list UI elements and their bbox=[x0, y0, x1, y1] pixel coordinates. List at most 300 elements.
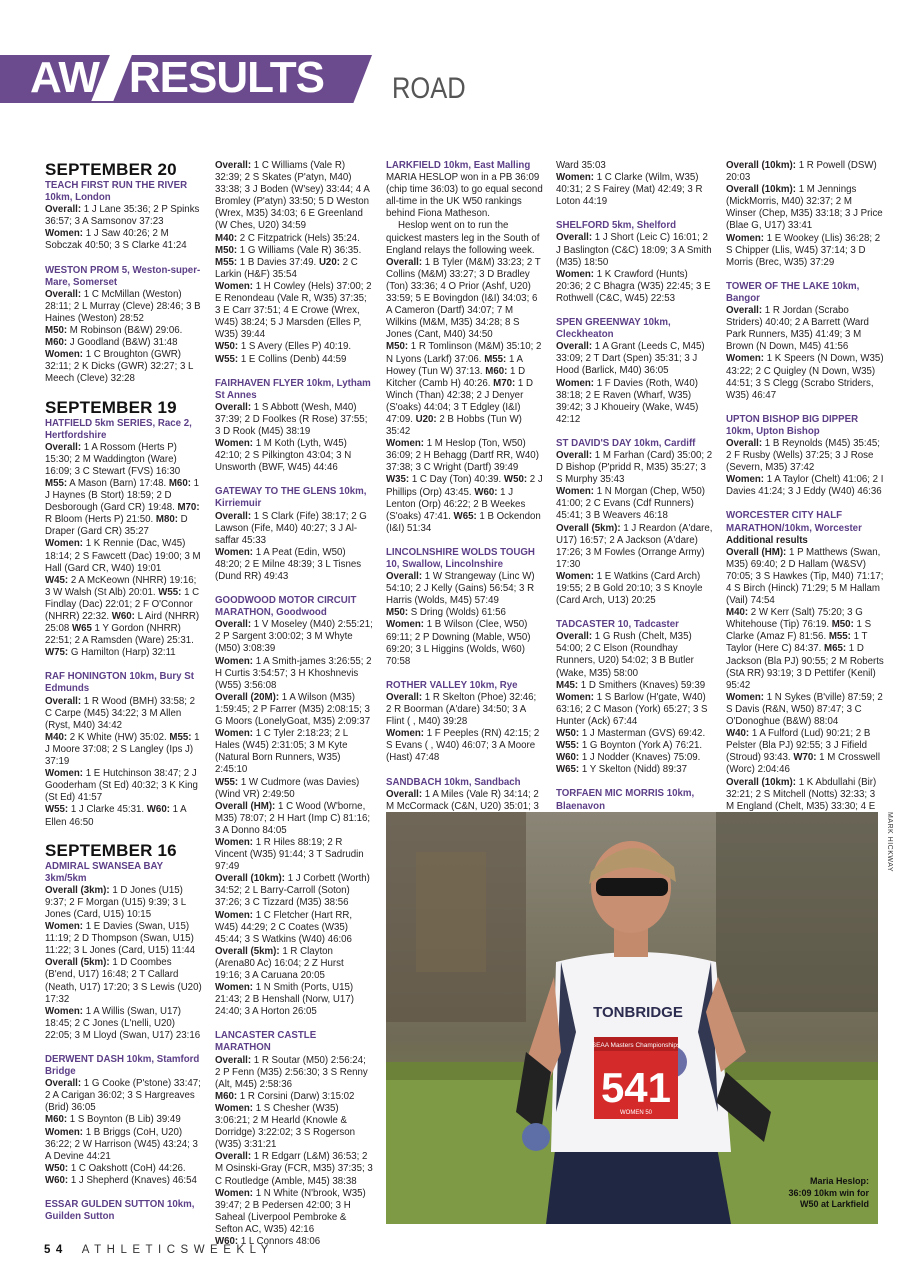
category-label: M40: bbox=[45, 731, 68, 743]
result-line bbox=[45, 732, 203, 768]
result-text: 1 A Wilson (M35) 1:59:45; 2 P Farrer (M35) 2:08:15; 3 G Moors (LonelyGoat, M35) 2:09:37 bbox=[215, 691, 371, 728]
result-line bbox=[215, 511, 373, 547]
result-line bbox=[215, 801, 373, 837]
category-label: W60: bbox=[111, 611, 135, 622]
result-line bbox=[215, 1188, 373, 1236]
event-title: RAF HONINGTON 10km, Bury St Edmunds bbox=[45, 671, 194, 695]
category-label: M45: bbox=[556, 679, 579, 691]
result-line bbox=[45, 575, 203, 660]
result-text: 1 J Masterman (GVS) 69:42. bbox=[579, 728, 706, 740]
event-title: ROTHER VALLEY 10km, Rye bbox=[386, 679, 518, 691]
category-label: Women: bbox=[215, 836, 254, 848]
result-text: 2 J Phillips (Orp) 43:45. bbox=[386, 474, 543, 498]
result-text: 1 J Lane 35:36; 2 P Spinks 36:57; 3 A Samsonov 37:23 bbox=[45, 204, 200, 228]
category-label: Overall: bbox=[215, 160, 252, 171]
results-column-1 bbox=[45, 160, 203, 1235]
result-line bbox=[45, 885, 203, 921]
block-spacer bbox=[45, 253, 203, 265]
result-line bbox=[45, 228, 203, 252]
category-label: Women: bbox=[556, 570, 595, 582]
result-line bbox=[556, 341, 714, 377]
result-line bbox=[726, 535, 884, 547]
result-line bbox=[386, 257, 544, 342]
category-label: W75: bbox=[45, 647, 69, 659]
result-text: G Hamilton (Harp) 32:11 bbox=[68, 647, 176, 659]
page-number: 54 bbox=[44, 1244, 68, 1256]
category-label: W50: bbox=[215, 341, 239, 353]
result-line bbox=[726, 692, 884, 728]
category-label: Women: bbox=[45, 228, 84, 240]
category-label: M60: bbox=[215, 1090, 238, 1102]
result-text: 1 R Tomlinson (M&M) 35:10; 2 N Lyons (Larkf) 37:06. bbox=[386, 341, 542, 365]
category-label: W50: bbox=[45, 1162, 69, 1174]
event-title: TADCASTER 10, Tadcaster bbox=[556, 619, 679, 631]
category-label: M40: bbox=[215, 232, 238, 244]
category-label: W65: bbox=[556, 764, 580, 776]
category-label: Overall: bbox=[45, 1078, 82, 1090]
category-label: W50: bbox=[503, 474, 528, 486]
block-spacer bbox=[726, 402, 884, 414]
category-label: W70: bbox=[793, 752, 817, 764]
result-text: 1 A Smith-james 3:26:55; 2 H Curtis 3:54:57; 3 H Khoshnevis (W55) 3:56:08 bbox=[215, 655, 372, 691]
result-text: 1 A Willis (Swan, U17) 18:45; 2 C Jones (L'nelli, U20) 22:05; 3 M Lloyd (Swan, U17) 23:16 bbox=[45, 1005, 201, 1041]
category-label: Women: bbox=[556, 268, 595, 280]
category-label: M55: bbox=[484, 353, 507, 365]
category-label: Overall (10km): bbox=[726, 160, 796, 171]
category-label: Women: bbox=[45, 1005, 84, 1017]
event-title: DERWENT DASH 10km, Stamford Bridge bbox=[45, 1054, 200, 1078]
result-text: 1 B Davies 37:49. bbox=[237, 256, 319, 268]
result-text: 1 C Findlay (Dac) 22:01; 2 F O'Connor (NHRR) 22:32. bbox=[45, 586, 200, 622]
category-label: Women: bbox=[726, 474, 765, 486]
result-text: 1 J Nodder (Knaves) 75:09. bbox=[579, 752, 701, 764]
category-label: Overall: bbox=[215, 401, 252, 413]
result-line bbox=[215, 619, 373, 655]
result-text: 1 C Clarke (Wilm, W35) 40:31; 2 S Fairey (Mat) 42:49; 3 R Loton 44:19 bbox=[556, 172, 703, 208]
result-text: 1 R Powell (DSW) 20:03 bbox=[726, 160, 877, 184]
result-text: 1 M Farhan (Card) 35:00; 2 D Bishop (P'pridd R, M35) 35:27; 3 S Murphy 35:43 bbox=[556, 449, 713, 486]
result-text: 1 J Saw 40:26; 2 M Sobczak 40:50; 3 S Clarke 41:24 bbox=[45, 228, 187, 252]
result-text: 1 G Williams (Vale R) 36:35. bbox=[237, 244, 362, 256]
result-text: 1 R Edgarr (L&M) 36:53; 2 M Osinski-Gray (FCR, M35) 37:35; 3 C Routledge (Amble, M45) 38:38 bbox=[215, 1151, 373, 1187]
category-label: W60: bbox=[474, 486, 498, 498]
category-label: Overall (HM): bbox=[215, 800, 276, 812]
block-spacer bbox=[215, 583, 373, 595]
result-line bbox=[726, 160, 884, 184]
category-label: Women: bbox=[215, 1187, 254, 1199]
event-title: LANCASTER CASTLE MARATHON bbox=[215, 1030, 317, 1054]
result-text: 1 B Wilson (Clee, W50) 69:11; 2 P Downing (Mable, W50) 69:20; 3 L Higgins (Wolds, W60) 70:58 bbox=[386, 619, 531, 667]
magazine-name: ATHLETICSWEEKLY bbox=[81, 1244, 274, 1256]
result-text: 1 A Taylor (Chelt) 41:06; 2 I Davies 41:24; 3 J Eddy (W40) 46:36 bbox=[726, 474, 884, 498]
result-line bbox=[386, 172, 544, 220]
block-spacer bbox=[215, 366, 373, 378]
result-text: 1 S Avery (Elles P) 40:19. bbox=[238, 341, 352, 353]
bib-number: 541 bbox=[600, 1064, 672, 1111]
result-text: 1 W Cudmore (was Davies) (Wind VR) 2:49:50 bbox=[215, 776, 360, 800]
category-label: W60: bbox=[215, 1235, 239, 1247]
category-label: M60: bbox=[168, 477, 191, 489]
category-label: W40: bbox=[726, 728, 750, 740]
category-label: W55: bbox=[215, 353, 239, 365]
result-line bbox=[556, 680, 714, 692]
result-line bbox=[556, 486, 714, 522]
result-line bbox=[45, 768, 203, 804]
result-line bbox=[386, 341, 544, 438]
result-line bbox=[215, 1091, 373, 1103]
category-label: Overall (3km): bbox=[45, 884, 110, 896]
event-title: WESTON PROM 5, Weston-super-Mare, Somerset bbox=[45, 264, 201, 288]
category-label: Overall (10km): bbox=[726, 184, 796, 196]
result-text: 1 F Davies (Roth, W40) 38:18; 2 E Raven (Wharf, W35) 39:42; 3 J Khoueiry (Wake, W45) 42:12 bbox=[556, 377, 699, 425]
category-label: Women: bbox=[215, 438, 254, 450]
result-line bbox=[726, 607, 884, 692]
result-text: 1 D Jones (U15) 9:37; 2 F Morgan (U15) 9:39; 3 L Jones (Card, U15) 10:15 bbox=[45, 884, 186, 920]
result-text: 1 E Hutchinson 38:47; 2 J Gooderham (St Ed) 40:32; 3 K King (St Ed) 41:57 bbox=[45, 768, 198, 804]
result-line bbox=[215, 910, 373, 946]
event-title: GATEWAY TO THE GLENS 10km, Kirriemuir bbox=[215, 486, 367, 510]
category-label: M50: bbox=[831, 619, 854, 631]
result-text: 1 J Reardon (A'dare, U17) 16:57; 2 A Jackson (A'dare) 17:26; 3 M Fowles (Orrange Army) 17:30 bbox=[556, 522, 713, 570]
result-text: 1 D Kitcher (Camb H) 40:26. bbox=[386, 365, 526, 389]
caption-line-2: 36:09 10km win for bbox=[788, 1187, 869, 1198]
category-label: Overall: bbox=[215, 510, 252, 522]
event-title: SANDBACH 10km, Sandbach bbox=[386, 776, 521, 788]
event-title: ADMIRAL SWANSEA BAY 3km/5km bbox=[45, 860, 163, 884]
result-text: 1 R Corsini (Darw) 3:15:02 bbox=[237, 1090, 355, 1102]
block-spacer bbox=[45, 659, 203, 671]
result-text: 1 P Matthews (Swan, M35) 69:40; 2 D Hallam (W&SV) 70:05; 3 S Hawkes (Tip, M40) 71:17; 4 S Birch (Hinck) 71:29; 5 M Hallam (Vail) 74:54 bbox=[726, 546, 884, 607]
result-text: L Aird (NHRR) 25:08 bbox=[45, 611, 200, 635]
result-line bbox=[215, 873, 373, 909]
result-line bbox=[45, 1127, 203, 1163]
result-text: 1 E Watkins (Card Arch) 19:55; 2 B Gold 20:10; 3 S Knoyle (Card Arch, U13) 20:25 bbox=[556, 570, 703, 607]
category-label: M40: bbox=[726, 607, 749, 619]
result-line bbox=[215, 281, 373, 341]
results-column-5 bbox=[726, 160, 884, 849]
category-label: W35: bbox=[386, 474, 410, 486]
banner-results: RESULTS bbox=[128, 53, 324, 102]
result-line bbox=[215, 233, 373, 281]
result-line bbox=[726, 184, 884, 232]
category-label: W65 bbox=[71, 623, 92, 635]
result-line bbox=[45, 1006, 203, 1042]
category-label: W55: bbox=[158, 586, 182, 598]
result-text: 1 C Tyler 2:18:23; 2 L Hales (W45) 2:31:05; 3 M Kyte (Natural Born Runners, W35) 2:45:10 bbox=[215, 728, 348, 776]
category-label: W60: bbox=[45, 1174, 69, 1186]
category-label: M50: bbox=[215, 244, 238, 256]
result-text: 2 C Fitzpatrick (Hels) 35:24. bbox=[237, 232, 360, 244]
result-line bbox=[556, 160, 714, 172]
bib-footer: WOMEN 50 bbox=[619, 1110, 653, 1116]
block-spacer bbox=[215, 474, 373, 486]
result-line bbox=[556, 728, 714, 776]
result-text: 1 G Rush (Chelt, M35) 54:00; 2 C Elson (Roundhay Runners, U20) 54:02; 3 B Butler (Wake, M35) 58:00 bbox=[556, 631, 694, 679]
result-text: 1 M Koth (Lyth, W45) 42:10; 2 S Pilkington 43:04; 3 N Unsworth (BWF, W45) 44:46 bbox=[215, 438, 352, 474]
category-label: Women: bbox=[215, 280, 254, 292]
result-line bbox=[556, 450, 714, 486]
category-label: M50: bbox=[45, 325, 68, 337]
category-label: Overall (20M): bbox=[215, 691, 280, 703]
results-column-3 bbox=[386, 160, 544, 837]
result-text: Ward 35:03 bbox=[556, 160, 606, 171]
result-text: 1 E Davies (Swan, U15) 11:19; 2 D Thompson (Swan, U15) 11:22; 3 L Jones (Card, U15) 11:44 bbox=[45, 921, 196, 957]
category-label: Women: bbox=[726, 691, 765, 703]
vest-text: TONBRIDGE bbox=[593, 1004, 683, 1021]
result-line bbox=[726, 438, 884, 474]
category-label: Overall: bbox=[386, 691, 423, 703]
result-text: 1 J Clarke 45:31. bbox=[68, 804, 147, 816]
category-label: W60: bbox=[146, 804, 170, 816]
result-line bbox=[45, 325, 203, 349]
result-text: 1 M Jennings (MickMorris, M40) 32:37; 2 M Winser (Chep, M35) 33:18; 3 J Price (Blae G, U17) 33:41 bbox=[726, 184, 883, 232]
event-title: WORCESTER CITY HALF MARATHON/10km, Worcester bbox=[726, 510, 862, 534]
block-spacer bbox=[556, 607, 714, 619]
result-text: 1 K Rennie (Dac, W45) 18:14; 2 S Fawcett (Dac) 19:00; 3 M Hall (Gard CR, W40) 19:01 bbox=[45, 538, 201, 574]
category-label: M60: bbox=[485, 365, 508, 377]
result-text: 1 C Broughton (GWR) 32:11; 2 K Dicks (GWR) 32:27; 3 L Meech (Cleve) 32:28 bbox=[45, 349, 194, 385]
block-spacer bbox=[726, 269, 884, 281]
category-label: Overall: bbox=[45, 288, 82, 300]
result-line bbox=[215, 656, 373, 692]
category-label: Women: bbox=[556, 377, 595, 389]
category-label: W50: bbox=[556, 728, 580, 740]
result-line bbox=[726, 728, 884, 776]
category-label: Overall (5km): bbox=[215, 945, 280, 957]
category-label: Women: bbox=[215, 728, 254, 740]
event-title: GOODWOOD MOTOR CIRCUIT MARATHON, Goodwood bbox=[215, 595, 357, 619]
block-spacer bbox=[556, 426, 714, 438]
category-label: Women: bbox=[45, 768, 84, 780]
result-text: S Dring (Wolds) 61:56 bbox=[408, 607, 506, 619]
result-line bbox=[215, 1151, 373, 1187]
category-label: M70: bbox=[493, 377, 516, 389]
result-line bbox=[386, 692, 544, 728]
result-text: 1 J Lenton (Orp) 46:22; 2 B Weekes (S'oaks) 47:41. bbox=[386, 486, 526, 522]
result-line bbox=[45, 349, 203, 385]
result-text: 2 B Hobbs (Tun W) 35:42 bbox=[386, 413, 522, 438]
result-text: 1 A Peat (Edin, W50) 48:20; 2 E Milne 48:39; 3 L Tisnes (Dund RR) 49:43 bbox=[215, 546, 362, 582]
photo-credit: MARK HICKWAY bbox=[886, 812, 893, 873]
category-label: Overall (5km): bbox=[556, 522, 621, 534]
event-title: FAIRHAVEN FLYER 10km, Lytham St Annes bbox=[215, 377, 371, 401]
category-label: Overall: bbox=[556, 341, 593, 353]
result-text: 2 C Larkin (H&F) 35:54 bbox=[215, 256, 358, 280]
result-text: 1 K Abdullahi (Bir) 32:21; 2 S Mitchell (Notts) 32:33; 3 M England (Chelt, M35) 33:30; 4 E bbox=[726, 776, 877, 812]
category-label: Overall: bbox=[386, 788, 423, 800]
result-text: 1 D Smithers (Knaves) 59:39 bbox=[578, 679, 706, 691]
category-label: Women: bbox=[45, 921, 84, 933]
category-label: Overall: bbox=[726, 305, 763, 317]
result-text: MARIA HESLOP won in a PB 36:09 (chip time 36:03) to go equal second all-time in the UK W50 rankings behind Fiona Matheson. bbox=[386, 172, 543, 220]
results-column-2 bbox=[215, 160, 373, 1260]
result-line bbox=[215, 1055, 373, 1091]
block-spacer bbox=[386, 668, 544, 680]
category-label: Overall: bbox=[215, 619, 252, 631]
page-footer bbox=[44, 1244, 274, 1256]
category-label: M80: bbox=[155, 514, 178, 526]
result-line bbox=[386, 619, 544, 667]
category-label: Overall: bbox=[215, 1054, 252, 1066]
category-label: Women: bbox=[386, 619, 425, 631]
result-text: J Goodland (B&W) 31:48 bbox=[67, 337, 178, 349]
block-spacer bbox=[386, 765, 544, 777]
result-text: 1 C Williams (Vale R) 32:39; 2 S Skates (P'atyn, M40) 33:38; 3 J Boden (W'sey) 33:44; 4 A Bromley (P'atyn) 33:50; 5 D Weston (Wrex, M35) 34:03; 6 E Greenland (W Ches, U20) 34:59 bbox=[215, 160, 370, 232]
result-line bbox=[45, 442, 203, 478]
block-spacer bbox=[386, 535, 544, 547]
result-text: A Mason (Barn) 17:48. bbox=[67, 477, 169, 489]
result-line bbox=[215, 438, 373, 474]
result-text: 1 B Ockendon (I&I) 51:34 bbox=[386, 510, 541, 534]
runner-illustration bbox=[386, 812, 878, 1224]
result-line bbox=[386, 220, 544, 256]
category-label: Women: bbox=[215, 655, 254, 667]
result-line bbox=[556, 378, 714, 426]
result-text: 1 C McMillan (Weston) 28:11; 2 L Murray (Cleve) 28:46; 3 B Haines (Weston) 28:52 bbox=[45, 288, 201, 324]
result-line bbox=[215, 402, 373, 438]
block-spacer bbox=[45, 1042, 203, 1054]
category-label: M70: bbox=[177, 502, 200, 514]
category-label: Overall: bbox=[45, 441, 82, 453]
category-label: Overall (HM): bbox=[726, 546, 787, 558]
result-line bbox=[386, 438, 544, 474]
result-text: 1 S Abbott (Wesh, M40) 37:39; 2 D Foolkes (R Rose) 37:55; 3 D Rook (M45) 38:19 bbox=[215, 401, 368, 437]
result-text: 1 Y Gordon (NHRR) 22:51; 2 A Ramsden (Ware) 25:31. bbox=[45, 623, 194, 647]
result-line bbox=[556, 232, 714, 268]
category-label: Women: bbox=[386, 438, 425, 450]
event-title: TORFAEN MIC MORRIS 10km, Blaenavon bbox=[556, 788, 695, 812]
category-label: Overall: bbox=[726, 437, 763, 449]
result-line bbox=[386, 474, 544, 534]
category-label: Overall (10km): bbox=[726, 776, 796, 788]
section-label: ROAD bbox=[392, 72, 466, 105]
event-title: ESSAR GULDEN SUTTON 10km, Guilden Sutton bbox=[45, 1199, 195, 1223]
category-label: Overall (5km): bbox=[45, 957, 110, 969]
result-text: 1 G Cooke (P'stone) 33:47; 2 A Carigan 36:02; 3 S Hargreaves (Brid) 36:05 bbox=[45, 1078, 201, 1114]
result-text: 1 J Shepherd (Knaves) 46:54 bbox=[68, 1174, 197, 1186]
event-title: SHELFORD 5km, Shelford bbox=[556, 220, 677, 232]
category-label: Women: bbox=[45, 1126, 84, 1138]
result-line bbox=[45, 1114, 203, 1126]
block-spacer bbox=[45, 1187, 203, 1199]
result-line bbox=[556, 523, 714, 571]
category-label: Overall: bbox=[556, 449, 593, 461]
result-line bbox=[215, 692, 373, 728]
result-text: 1 H Cowley (Hels) 37:00; 2 E Renondeau (Vale R, W35) 37:35; 3 E Carr 37:51; 4 E Crowe (Wrex, W45) 38:24; 5 J Marsden (Elles P, W35) 39:44 bbox=[215, 280, 372, 341]
result-text: 2 K White (HW) 35:02. bbox=[67, 731, 170, 743]
category-label: Women: bbox=[556, 691, 595, 703]
result-text: 1 N Sykes (B'ville) 87:59; 2 S Davis (R&N, W50) 87:47; 3 C O'Donoghue (B&W) 88:04 bbox=[726, 691, 883, 728]
category-label: Women: bbox=[556, 172, 595, 184]
category-label: Women: bbox=[726, 232, 765, 244]
result-text: 1 J Moore 37:08; 2 S Langley (Ips J) 37:19 bbox=[45, 731, 200, 768]
category-label: Women: bbox=[386, 728, 425, 740]
result-text: 1 D Jackson (Bla PJ) 90:55; 2 M Roberts (StA RR) 93:19; 3 D Pettifer (Kenil) 95:42 bbox=[726, 643, 884, 691]
result-text: 1 A Fulford (Lud) 90:21; 2 B Pelster (Bla PJ) 92:55; 3 J Fifield (Stroud) 93:43. bbox=[726, 728, 871, 764]
block-spacer bbox=[45, 386, 203, 398]
result-line bbox=[726, 305, 884, 353]
result-text: 1 J Short (Leic C) 16:01; 2 J Baslington (C&C) 18:09; 3 A Smith (M35) 18:50 bbox=[556, 232, 712, 268]
result-line bbox=[556, 269, 714, 305]
bib-banner: SEAA Masters Championships bbox=[591, 1042, 681, 1049]
result-text: 1 R Wood (BMH) 33:58; 2 C Carpe (M45) 34:22; 3 M Allen (Ryst, M40) 34:42 bbox=[45, 695, 196, 731]
result-text: 1 C Fletcher (Hart RR, W45) 44:29; 2 C Coates (W35) 45:44; 3 S Watkins (W40) 46:06 bbox=[215, 909, 353, 945]
result-text: 1 K Crawford (Hunts) 20:36; 2 C Bhagra (W35) 22:45; 3 E Rothwell (C&C, W45) 22:53 bbox=[556, 268, 711, 304]
result-line bbox=[386, 607, 544, 619]
result-line bbox=[45, 1078, 203, 1114]
result-text: Heslop went on to run the quickest masters leg in the South of England relays the following week. bbox=[386, 220, 540, 256]
result-text: 1 G Boynton (York A) 76:21. bbox=[579, 740, 703, 752]
result-text: 2 A McKeown (NHRR) 19:16; 3 W Walsh (St Alb) 20:01. bbox=[45, 574, 197, 598]
result-text: 1 C Oakshott (CoH) 44:26. bbox=[68, 1162, 186, 1174]
category-label: Overall: bbox=[386, 256, 423, 268]
result-line bbox=[556, 571, 714, 607]
category-label: W55: bbox=[45, 804, 69, 816]
result-text: 1 M Heslop (Ton, W50) 36:09; 2 H Behagg (Dartf RR, W40) 37:38; 3 C Wright (Dartf) 39:49 bbox=[386, 438, 539, 474]
result-line bbox=[45, 957, 203, 1005]
result-line bbox=[215, 982, 373, 1018]
result-text: 1 E Wookey (Llis) 36:28; 2 S Chipper (Llis, W45) 37:14; 3 D Morris (Brec, W35) 37:29 bbox=[726, 232, 881, 268]
results-column-4 bbox=[556, 160, 714, 825]
result-text: 1 L Connors 48:06 bbox=[238, 1235, 321, 1247]
category-label: M50: bbox=[386, 607, 409, 619]
result-line bbox=[215, 946, 373, 982]
result-text: 1 K Speers (N Down, W35) 43:22; 2 C Quigley (N Down, W35) 44:51; 3 S Clegg (Scrabo Striders, W35) 46:47 bbox=[726, 353, 884, 401]
result-text: 1 A Miles (Vale R) 34:14; 2 M McCormack (C&N, U20) 35:01; 3 bbox=[386, 788, 539, 812]
result-line bbox=[556, 172, 714, 208]
category-label: W60: bbox=[556, 752, 580, 764]
result-line bbox=[386, 728, 544, 764]
result-line bbox=[386, 571, 544, 607]
result-text: 1 F Peeples (RN) 42:15; 2 S Evans ( , W40) 46:07; 3 A Moore (Hast) 47:48 bbox=[386, 728, 540, 764]
category-label: W55: bbox=[556, 740, 580, 752]
result-line bbox=[726, 233, 884, 269]
result-line bbox=[45, 804, 203, 828]
result-text: 1 N White (N'brook, W35) 39:47; 2 B Pedersen 42:00; 3 H Saheal (Liverpool Pembroke & Sefton AC, W35) 42:16 bbox=[215, 1187, 366, 1235]
category-label: M55: bbox=[215, 256, 238, 268]
event-title: ST DAVID'S DAY 10km, Cardiff bbox=[556, 437, 696, 449]
category-label: Women: bbox=[45, 538, 84, 550]
result-text: 1 R Skelton (Phoe) 32:46; 2 R Boorman (A'dare) 34:50; 3 A Flint ( , M40) 39:28 bbox=[386, 691, 537, 728]
result-line bbox=[215, 1103, 373, 1151]
result-line bbox=[215, 341, 373, 365]
category-label: Women: bbox=[45, 349, 84, 361]
result-text: 1 V Moseley (M40) 2:55:21; 2 P Sargent 3:00:02; 3 M Whyte (M50) 3:08:39 bbox=[215, 619, 373, 655]
category-label: Women: bbox=[215, 982, 254, 994]
result-text: 1 D Winch (Than) 42:38; 2 J Denyer (S'oaks) 44:04; 3 T Edgley (I&I) 47:09. bbox=[386, 377, 533, 425]
event-title: TOWER OF THE LAKE 10km, Bangor bbox=[726, 280, 860, 304]
category-label: Overall: bbox=[45, 695, 82, 707]
category-label: U20: bbox=[415, 413, 437, 425]
result-text: 1 J Haynes (B Stort) 18:59; 2 D Desborough (Gard CR) 19:48. bbox=[45, 477, 200, 514]
runner-photo bbox=[386, 812, 878, 1224]
category-label: Overall: bbox=[386, 571, 423, 583]
result-text: 1 B Tyler (M&M) 33:23; 2 T Collins (M&M) 33:27; 3 D Bradley (Ton) 33:36; 4 O Prior (Ashf, U20) 33:59; 5 E Bovingdon (I&I) 34:03; 6 A Cameron (Dartf) 34:07; 7 M Wilkins (M&M, M35) 34:28; 8 S Jones (Cant, M40) 34:50 bbox=[386, 256, 541, 341]
result-line bbox=[556, 631, 714, 679]
date-heading: SEPTEMBER 20 bbox=[45, 160, 177, 179]
category-label: M55: bbox=[828, 631, 851, 643]
result-text: 1 M Crosswell (Worc) 2:04:46 bbox=[726, 752, 880, 776]
result-line bbox=[556, 692, 714, 728]
result-text: 1 C Day (Ton) 40:39. bbox=[409, 474, 504, 486]
category-label: Women: bbox=[556, 486, 595, 498]
result-text: 1 A Rossom (Herts P) 15:30; 2 M Waddington (Ware) 16:09; 3 C Stewart (FVS) 16:30 bbox=[45, 441, 181, 477]
date-heading: SEPTEMBER 19 bbox=[45, 397, 177, 417]
result-line bbox=[726, 353, 884, 401]
result-line bbox=[215, 837, 373, 873]
result-text: 1 R Soutar (M50) 2:56:24; 2 P Fenn (M35) 2:56:30; 3 S Renny (Alt, M45) 2:58:36 bbox=[215, 1054, 368, 1090]
result-line bbox=[45, 921, 203, 957]
